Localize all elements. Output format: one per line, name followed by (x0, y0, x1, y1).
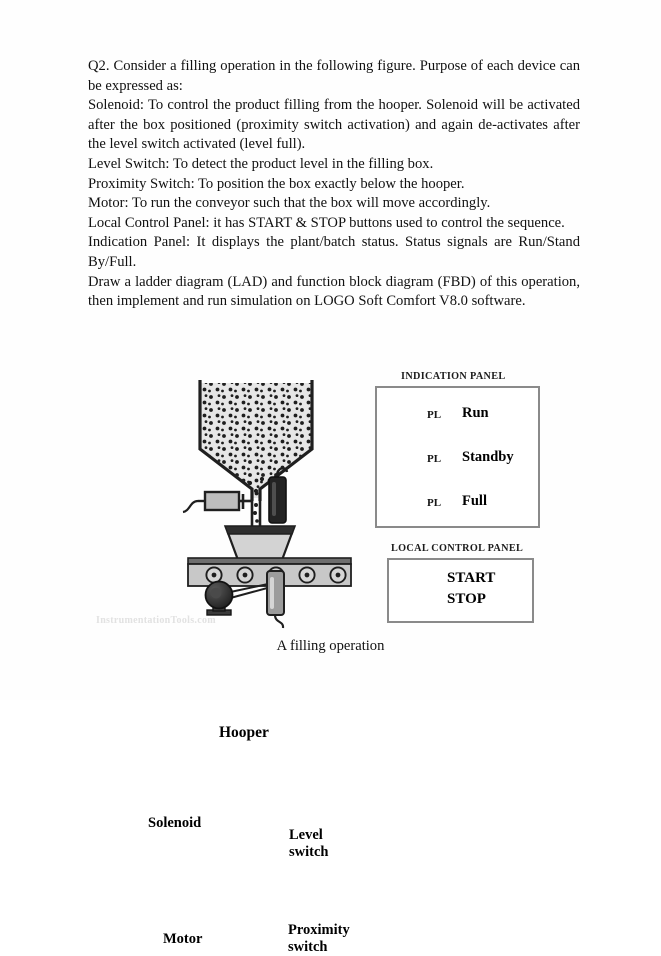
level-switch-label-line1: Level (289, 827, 323, 843)
solenoid-graphic (183, 492, 252, 512)
stop-button-label[interactable]: STOP (447, 591, 486, 607)
lamp-label-full: Full (462, 493, 487, 509)
figure-caption: A filling operation (276, 638, 385, 654)
lamp-marking-run: PL (427, 409, 442, 421)
start-button-label[interactable]: START (447, 570, 496, 586)
proximity-switch-graphic (267, 571, 284, 628)
motor-label: Motor (163, 931, 203, 947)
paragraph-proximity-switch: Proximity Switch: To position the box exactly below the hooper. (88, 175, 465, 192)
level-switch-graphic (269, 468, 287, 523)
lamp-label-standby: Standby (462, 449, 514, 465)
indication-panel-box (375, 386, 540, 528)
paragraph-motor: Motor: To run the conveyor such that the box will move accordingly. (88, 195, 491, 212)
level-switch-label-line2: switch (289, 844, 329, 860)
question-text-block (88, 57, 580, 312)
paragraph-intro: Q2. Consider a filling operation in the following figure. Purpose of each device can be expressed as: (88, 58, 580, 94)
site-watermark: InstrumentationTools.com (96, 615, 216, 626)
process-drawing (0, 355, 661, 675)
filling-operation-figure (0, 355, 661, 955)
indication-panel-title: INDICATION PANEL (401, 371, 506, 382)
paragraph-task: Draw a ladder diagram (LAD) and function block diagram (FBD) of this operation, then implement and run simulation on LOGO Soft Comfort V8.0 software. (88, 273, 580, 310)
paragraph-local-control-panel: Local Control Panel: it has START & STOP buttons used to control the sequence. (88, 214, 565, 231)
solenoid-label: Solenoid (148, 815, 202, 831)
paragraph-indication-panel: Indication Panel: It displays the plant/batch status. Status signals are Run/Stand By/Full. (88, 234, 580, 270)
proximity-switch-label-line2: switch (288, 939, 328, 955)
proximity-switch-label-line1: Proximity (288, 922, 350, 938)
lamp-label-run: Run (462, 405, 489, 421)
local-control-panel-title: LOCAL CONTROL PANEL (391, 543, 524, 554)
paragraph-solenoid: Solenoid: To control the product filling from the hooper. Solenoid will be activated after the box positioned (proximity switch activation) and again de-activates after the level switch activated (level full). (88, 97, 580, 153)
lamp-marking-standby: PL (427, 453, 442, 465)
hopper-label: Hooper (219, 724, 269, 741)
lamp-marking-full: PL (427, 497, 442, 509)
paragraph-level-switch: Level Switch: To detect the product level in the filling box. (88, 155, 434, 172)
filling-box-graphic (225, 526, 295, 560)
